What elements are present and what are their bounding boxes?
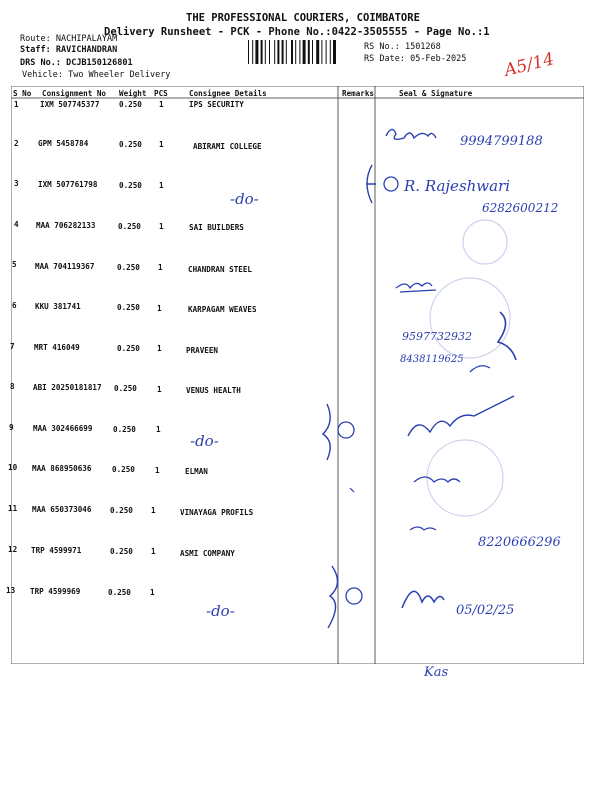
col-header-sno: S No (13, 89, 32, 98)
phone-row3: 6282600212 (482, 201, 559, 215)
row-consignment: MAA 868950636 (32, 464, 92, 473)
col-header-remarks: Remarks (342, 89, 375, 98)
faint-stamp (427, 440, 503, 516)
signature-row1 (386, 129, 436, 139)
row-consignment: IXM 507761798 (38, 180, 98, 189)
date-row13: 05/02/25 (456, 603, 515, 618)
count-circle-row3 (384, 177, 398, 191)
row-pcs: 1 (150, 588, 155, 597)
row-sno: 12 (8, 545, 18, 554)
row-consignee: ASMI COMPANY (180, 549, 235, 558)
phone-row11: 8220666296 (478, 535, 561, 550)
ditto-row3: -do- (230, 190, 259, 208)
row-pcs: 1 (157, 344, 162, 353)
runsheet-title: Delivery Runsheet - PCK - Phone No.:0422-3505555 - Page No.:1 (104, 26, 490, 38)
row-consignee: CHANDRAN STEEL (188, 265, 253, 274)
row-sno: 3 (14, 179, 19, 188)
tick-mark-row10 (350, 488, 354, 492)
row-weight: 0.250 (110, 506, 133, 515)
row-sno: 13 (6, 586, 16, 595)
row-consignee: ABIRAMI COLLEGE (193, 142, 262, 151)
signature-row13 (402, 591, 444, 608)
row-consignment: MAA 704119367 (35, 262, 95, 271)
row-sno: 4 (14, 220, 19, 229)
row-weight: 0.250 (117, 263, 140, 272)
row-consignee: VENUS HEALTH (186, 386, 241, 395)
row-sno: 6 (12, 301, 17, 310)
signature-row5 (396, 283, 436, 292)
row-pcs: 1 (159, 100, 164, 109)
row-pcs: 1 (157, 385, 162, 394)
company-name: THE PROFESSIONAL COURIERS, COIMBATORE (186, 12, 420, 24)
row-weight: 0.250 (113, 425, 136, 434)
staff-label: Staff: (20, 45, 51, 55)
row-weight: 0.250 (112, 465, 135, 474)
row-weight: 0.250 (118, 222, 141, 231)
route-label: Route: (20, 34, 51, 44)
row-pcs: 1 (159, 222, 164, 231)
row-consignee: PRAVEEN (186, 346, 219, 355)
faint-stamp (430, 278, 510, 358)
signature-row8-9 (408, 396, 514, 436)
row-weight: 0.250 (117, 344, 140, 353)
row-pcs: 1 (151, 547, 156, 556)
rs-no-label: RS No.: (364, 42, 400, 52)
row-consignment: KKU 381741 (35, 302, 81, 311)
row-weight: 0.250 (119, 100, 142, 109)
row-weight: 0.250 (110, 547, 133, 556)
col-header-pcs: PCS (154, 89, 168, 98)
row-weight: 0.250 (119, 181, 142, 190)
row-sno: 2 (14, 139, 19, 148)
col-header-weight: Weight (119, 89, 147, 98)
row-consignee: KARPAGAM WEAVES (188, 305, 257, 314)
ditto-row13: -do- (206, 602, 235, 620)
vehicle-label: Vehicle: (22, 70, 63, 80)
row-pcs: 1 (151, 506, 156, 515)
row-consignment: GPM 5458784 (38, 139, 89, 148)
row-consignment: TRP 4599971 (31, 546, 82, 555)
row-pcs: 1 (158, 263, 163, 272)
route-value: NACHIPALAYAM (55, 34, 118, 44)
row-sno: 8 (10, 382, 15, 391)
row-sno: 7 (10, 342, 15, 351)
row-weight: 0.250 (117, 303, 140, 312)
row-sno: 11 (8, 504, 18, 513)
name-row3: R. Rajeshwari (404, 177, 511, 195)
faint-stamp (463, 220, 507, 264)
ditto-row9: -do- (190, 432, 219, 450)
col-header-consignment: Consignment No (42, 89, 107, 98)
phone-row7a: 9597732932 (402, 330, 472, 343)
row-weight: 0.250 (119, 140, 142, 149)
rs-date-label: RS Date: (364, 54, 405, 64)
signature-row11 (410, 527, 436, 530)
phone-row7b: 8438119625 (400, 354, 464, 365)
row-pcs: 1 (157, 304, 162, 313)
signature-row7b (470, 366, 490, 372)
row-consignment: ABI 20250181817 (33, 383, 102, 392)
rs-date-value: 05-Feb-2025 (410, 54, 467, 64)
bottom-mark: Kas (424, 665, 449, 680)
drs-value: DCJB150126801 (66, 58, 133, 68)
row-consignment: MAA 302466699 (33, 424, 93, 433)
count-circle-row13 (346, 588, 362, 604)
brace-mark-row3 (366, 165, 376, 203)
col-header-signature: Seal & Signature (399, 89, 473, 98)
signature-row10 (414, 477, 460, 482)
brace-mark-row9 (323, 404, 330, 460)
row-pcs: 1 (155, 466, 160, 475)
count-circle-row9 (338, 422, 354, 438)
row-weight: 0.250 (114, 384, 137, 393)
row-consignee: VINAYAGA PROFILS (180, 508, 254, 517)
row-sno: 1 (14, 100, 19, 109)
brace-mark-row13 (328, 566, 338, 628)
row-consignment: MAA 650373046 (32, 505, 92, 514)
row-sno: 9 (9, 423, 14, 432)
signature-row7 (498, 312, 516, 360)
row-consignee: SAI BUILDERS (189, 223, 244, 232)
staff-value: RAVICHANDRAN (55, 45, 118, 55)
row-pcs: 1 (156, 425, 161, 434)
row-consignee: IPS SECURITY (189, 100, 244, 109)
row-sno: 5 (12, 260, 17, 269)
row-pcs: 1 (159, 181, 164, 190)
corner-note: A5/14 (502, 49, 557, 81)
row-consignment: IXM 507745377 (40, 100, 100, 109)
col-header-consignee: Consignee Details (189, 89, 267, 98)
row-consignment: MAA 706282133 (36, 221, 96, 230)
rs-no-value: 1501268 (404, 42, 441, 52)
row-weight: 0.250 (108, 588, 131, 597)
row-consignment: MRT 416049 (34, 343, 80, 352)
row-pcs: 1 (159, 140, 164, 149)
drs-label: DRS No.: (20, 58, 61, 68)
row-sno: 10 (8, 463, 18, 472)
row-consignment: TRP 4599969 (30, 587, 81, 596)
vehicle-value: Two Wheeler Delivery (68, 70, 171, 80)
row-consignee: ELMAN (185, 467, 208, 476)
phone-row1: 9994799188 (460, 134, 543, 149)
